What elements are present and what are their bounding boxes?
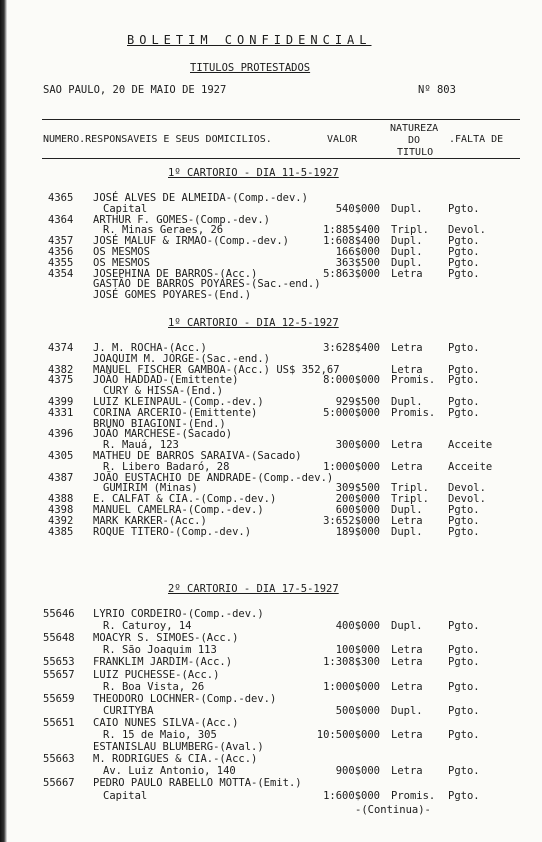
entry-address: CURY & HISSA-(End.) — [103, 385, 224, 398]
entry-number: 4305 — [48, 450, 74, 462]
entry-name: JOSÉ ALVES DE ALMEIDA-(Comp.-dev.) — [93, 192, 308, 204]
entry-number: 55659 — [43, 692, 75, 705]
entry-name: JOAQUIM M. JORGE-(Sac.-end.) — [93, 352, 271, 365]
entry-nature: Dupl. — [391, 396, 423, 408]
col-header-falta: .FALTA DE — [449, 134, 504, 145]
entry-value: 600$000 — [335, 504, 380, 516]
entry-number: 4356 — [48, 246, 74, 258]
entry-name: LUIZ KLEINPAUL-(Comp.-dev.) — [93, 396, 264, 408]
entry-nature: Dupl. — [391, 256, 423, 269]
entry-reason: Pgto. — [448, 620, 480, 633]
entry-name: M. RODRIGUES & CIA.-(Acc.) — [93, 753, 258, 766]
entry-name: MANUEL CAMELRA-(Comp.-dev.) — [93, 504, 264, 516]
entry-reason: Pgto. — [448, 656, 480, 669]
entry-nature: Tripl. — [391, 224, 429, 237]
entry-value: 1:608$400 — [323, 235, 380, 248]
entry-reason: Pgto. — [448, 729, 480, 741]
entry-name: FRANKLIM JARDIM-(Acc.) — [93, 656, 233, 669]
entry-nature: Letra — [391, 460, 423, 473]
entry-address: Av. Luiz Antonio, 140 — [103, 765, 236, 778]
entry-value: 8:000$000 — [323, 374, 380, 387]
entry-value: 500$000 — [335, 704, 380, 717]
entry-number: 4388 — [48, 493, 74, 506]
entry-number: 4382 — [48, 363, 74, 376]
entry-nature: Dupl. — [391, 620, 423, 633]
col-header-numero: NUMERO.RESPONSAVEIS E SEUS DOMICILIOS. — [43, 134, 272, 145]
entry-reason: Devol. — [448, 482, 486, 495]
entry-reason: Pgto. — [448, 406, 480, 419]
entry-address: R. Caturoy, 14 — [103, 620, 192, 633]
entry-nature: Promis. — [391, 374, 436, 387]
entry-reason: Pgto. — [448, 514, 480, 527]
entry-name: JOSEPHINA DE BARROS-(Acc.) — [93, 267, 258, 280]
entry-name: LYRIO CORDEIRO-(Comp.-dev.) — [93, 608, 264, 620]
entry-value: 200$000 — [335, 493, 380, 506]
entry-value: 540$000 — [335, 202, 380, 215]
entry-reason: Pgto. — [448, 256, 480, 269]
entry-reason: Pgto. — [448, 765, 480, 778]
entry-number: 4355 — [48, 256, 74, 269]
entry-number: 55663 — [43, 753, 75, 766]
entry-value: 3:652$000 — [323, 514, 380, 527]
entry-reason: Pgto. — [448, 504, 480, 516]
entry-number: 55651 — [43, 716, 75, 729]
entry-value: 5:000$000 — [323, 406, 380, 419]
entry-reason: Pgto. — [448, 525, 480, 538]
entry-number: 4331 — [48, 406, 74, 419]
entry-value: 1:885$400 — [323, 224, 380, 237]
document-subtitle: TITULOS PROTESTADOS — [190, 62, 311, 74]
entry-value: 363$500 — [335, 256, 380, 269]
entry-name: CORINA ARCERIO-(Emittente) — [93, 406, 258, 419]
entry-nature: Dupl. — [391, 246, 423, 258]
entry-nature: Letra — [391, 656, 423, 669]
place-date: SAO PAULO, 20 DE MAIO DE 1927 — [43, 84, 227, 96]
section-heading: 2º CARTORIO - DIA 17-5-1927 — [168, 583, 339, 595]
entry-name: LUIZ PUCHESSE-(Acc.) — [93, 668, 220, 681]
entry-number: 4354 — [48, 267, 74, 280]
entry-number: 55653 — [43, 656, 75, 669]
entry-nature: Letra — [391, 514, 423, 527]
entry-nature: Dupl. — [391, 504, 423, 516]
entry-address: GUMIRIM (Minas) — [103, 482, 198, 495]
entry-nature: Letra — [391, 644, 423, 657]
entry-name: ARTHUR F. GOMES-(Comp.-dev.) — [93, 213, 271, 226]
entry-value: 900$000 — [335, 765, 380, 778]
entry-reason: Pgto. — [448, 396, 480, 408]
entry-value: 3:628$400 — [323, 342, 380, 354]
entry-address: R. São Joaquim 113 — [103, 644, 217, 657]
entry-reason: Acceite — [448, 439, 493, 452]
entry-name: ESTANISLAU BLUMBERG-(Aval.) — [93, 741, 264, 754]
entry-reason: Pgto. — [448, 363, 480, 376]
entry-address: R. Minas Geraes, 26 — [103, 224, 224, 237]
section-heading: 1º CARTORIO - DIA 12-5-1927 — [168, 317, 339, 329]
entry-name: JOSÉ MALUF & IRMAO-(Comp.-dev.) — [93, 235, 289, 248]
entry-number: 4398 — [48, 504, 74, 516]
entry-name: MANUEL FISCHER GAMBOA-(Acc.) US$ 352,67 — [93, 363, 340, 376]
entry-name: PEDRO PAULO RABELLO MOTTA-(Emit.) — [93, 777, 302, 790]
entry-number: 55648 — [43, 632, 75, 645]
entry-name: E. CALFAT & CIA.-(Comp.-dev.) — [93, 493, 277, 506]
entry-name: J. M. ROCHA-(Acc.) — [93, 342, 207, 354]
entry-reason: Pgto. — [448, 680, 480, 693]
entry-nature: Letra — [391, 765, 423, 778]
entry-address: R. Libero Badaró, 28 — [103, 460, 230, 473]
entry-value: 100$000 — [335, 644, 380, 657]
entry-nature: Promis. — [391, 406, 436, 419]
entry-number: 4357 — [48, 235, 74, 248]
entry-number: 55667 — [43, 777, 75, 790]
entry-reason: Pgto. — [448, 202, 480, 215]
entry-number: 4387 — [48, 471, 74, 484]
entry-reason: Pgto. — [448, 246, 480, 258]
entry-value: 166$000 — [335, 246, 380, 258]
entry-nature: Tripl. — [391, 482, 429, 495]
entry-name: BRUNO BIAGIONI-(End.) — [93, 417, 226, 430]
entry-number: 4364 — [48, 213, 74, 226]
entry-reason: Devol. — [448, 493, 486, 506]
entry-nature: Dupl. — [391, 202, 423, 215]
entry-value: 400$000 — [335, 620, 380, 633]
entry-name: THEODORO LOCHNER-(Comp.-dev.) — [93, 692, 277, 705]
entry-nature: Letra — [391, 439, 423, 452]
entry-nature: Letra — [391, 342, 423, 354]
bulletin-number: Nº 803 — [418, 84, 456, 96]
section-heading: 1º CARTORIO - DIA 11-5-1927 — [168, 167, 339, 179]
entry-number: 4392 — [48, 514, 74, 527]
scan-edge — [0, 0, 7, 842]
entry-nature: Letra — [391, 729, 423, 741]
entry-nature: Letra — [391, 680, 423, 693]
col-header-valor: VALOR — [327, 134, 358, 145]
entry-name: JOÃO HADDAD-(Emittente) — [93, 374, 239, 387]
entry-nature: Promis. — [391, 789, 436, 802]
entry-address: R. 15 de Maio, 305 — [103, 729, 217, 741]
entry-name: ROQUE TITERO-(Comp.-dev.) — [93, 525, 252, 538]
header-rule-top — [42, 119, 520, 120]
entry-name: MOACYR S. SIMOES-(Acc.) — [93, 632, 239, 645]
entry-reason: Pgto. — [448, 235, 480, 248]
entry-reason: Pgto. — [448, 644, 480, 657]
entry-number: 4375 — [48, 374, 74, 387]
document-title: BOLETIM CONFIDENCIAL — [127, 33, 372, 47]
entry-nature: Letra — [391, 363, 423, 376]
entry-value: 1:000$000 — [323, 460, 380, 473]
entry-number: 4396 — [48, 428, 74, 441]
entry-reason: Pgto. — [448, 267, 480, 280]
entry-value: 5:863$000 — [323, 267, 380, 280]
entry-address: CURITYBA — [103, 704, 154, 717]
entry-address: Capital — [103, 202, 148, 215]
entry-number: 4374 — [48, 342, 74, 354]
entry-value: 10:500$000 — [316, 729, 380, 741]
entry-nature: Letra — [391, 267, 423, 280]
entry-value: 929$500 — [335, 396, 380, 408]
entry-number: 4399 — [48, 396, 74, 408]
entry-name: JOSÉ GOMES POYARES-(End.) — [93, 289, 252, 302]
entry-number: 4385 — [48, 525, 74, 538]
entry-value: 1:600$000 — [323, 789, 380, 802]
entry-value: 1:308$300 — [323, 656, 380, 669]
entry-name: GASTÃO DE BARROS POYARES-(Sac.-end.) — [93, 278, 321, 291]
continua-note: -(Continua)- — [355, 804, 431, 816]
entry-address: R. Boa Vista, 26 — [103, 680, 205, 693]
col-header-titulo: TITULO — [397, 147, 434, 158]
entry-name: CAIO NUNES SILVA-(Acc.) — [93, 716, 239, 729]
entry-address: R. Mauá, 123 — [103, 439, 179, 452]
col-header-natureza: NATUREZA — [390, 123, 439, 134]
entry-number: 55657 — [43, 668, 75, 681]
header-rule-bottom — [42, 158, 520, 159]
entry-nature: Tripl. — [391, 493, 429, 506]
entry-reason: Pgto. — [448, 374, 480, 387]
entry-name: OS MESMOS — [93, 246, 150, 258]
entry-reason: Pgto. — [448, 704, 480, 717]
entry-value: 1:000$000 — [323, 680, 380, 693]
entry-nature: Dupl. — [391, 235, 423, 248]
entry-number: 55646 — [43, 608, 75, 620]
entry-name: OS MESMOS — [93, 256, 150, 269]
entry-reason: Devol. — [448, 224, 486, 237]
entry-address: Capital — [103, 789, 148, 802]
entry-name: JOÃO EUSTACHIO DE ANDRADE-(Comp.-dev.) — [93, 471, 334, 484]
col-header-do: DO — [408, 135, 421, 146]
entry-reason: Pgto. — [448, 342, 480, 354]
entry-name: MATHEU DE BARROS SARAIVA-(Sacado) — [93, 450, 302, 462]
entry-number: 4365 — [48, 192, 74, 204]
entry-value: 189$000 — [335, 525, 380, 538]
entry-nature: Dupl. — [391, 704, 423, 717]
entry-name: MARK KARKER-(Acc.) — [93, 514, 207, 527]
entry-reason: Pgto. — [448, 789, 480, 802]
entry-name: JOÃO MARCHESE-(Sacado) — [93, 428, 233, 441]
entry-reason: Acceite — [448, 460, 493, 473]
entry-value: 300$000 — [335, 439, 380, 452]
entry-nature: Dupl. — [391, 525, 423, 538]
entry-value: 309$500 — [335, 482, 380, 495]
